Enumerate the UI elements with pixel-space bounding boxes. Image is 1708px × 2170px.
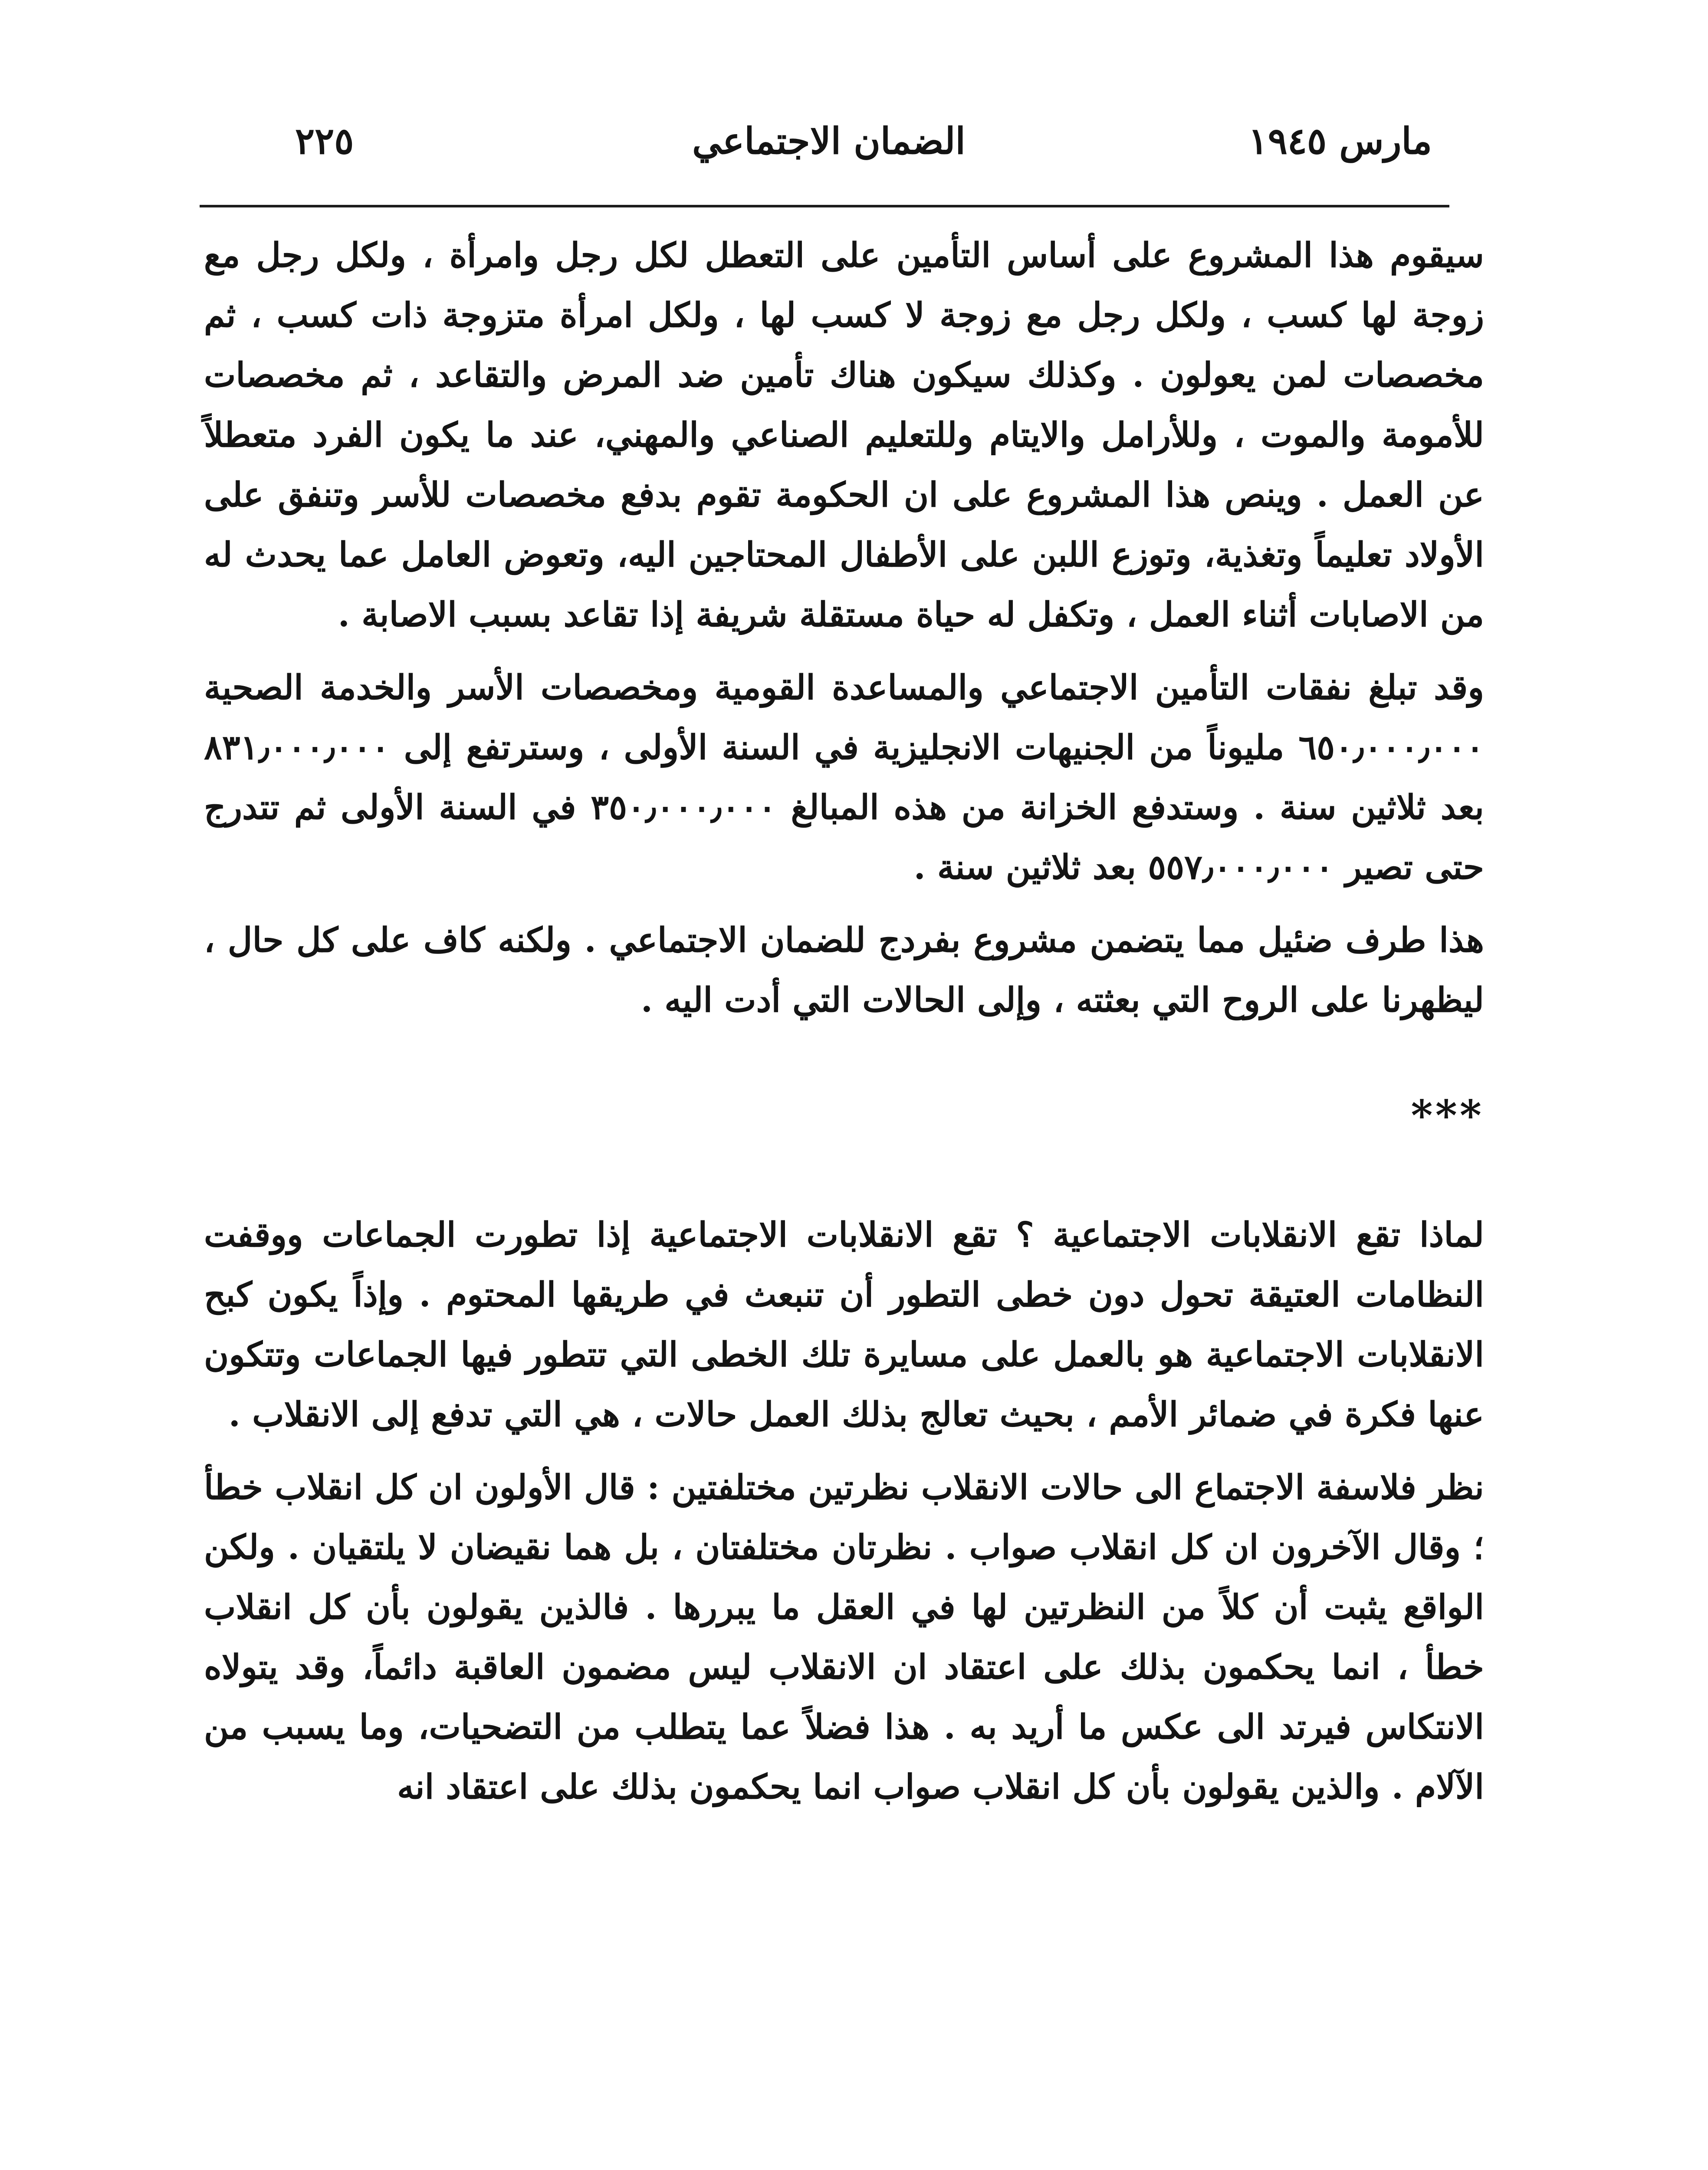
- paragraph-two-views: نظر فلاسفة الاجتماع الى حالات الانقلاب نظرتين مختلفتين : قال الأولون ان كل انقلاب خطأ ؛ وقال الآخرون ان كل انقلاب صواب . نظرتان مختلفتان ، بل هما نقيضان لا يلتقيان . ولكن الواقع يثبت أن كلاً من النظرتين لها في العقل ما يبررها . فالذين يقولون بأن كل انقلاب خطأ ، انما يحكمون بذلك على اعتقاد ان الانقلاب ليس مضمون العاقبة دائماً، وقد يتولاه الانتكاس فيرتد الى عكس ما أريد به . هذا فضلاً عما يتطلب من التضحيات، وما يسبب من الآلام . والذين يقولون بأن كل انقلاب صواب انما يحكمون بذلك على اعتقاد انه: [204, 1468, 1484, 1807]
- issue-date: مارس ١٩٤٥: [1248, 119, 1432, 162]
- paragraph-beveridge-plan: سيقوم هذا المشروع على أساس التأمين على التعطل لكل رجل وامرأة ، ولكل رجل مع زوجة لها كسب ، ولكل رجل مع زوجة لا كسب لها ، ولكل امرأة متزوجة ذات كسب ، ثم مخصصات لمن يعولون . وكذلك سيكون هناك تأمين ضد المرض والتقاعد ، ثم مخصصات للأمومة والموت ، وللأرامل والايتام وللتعليم الصناعي والمهني، عند ما يكون الفرد متعطلاً عن العمل . وينص هذا المشروع على ان الحكومة تقوم بدفع مخصصات للأسر وتنفق على الأولاد تعليماً وتغذية، وتوزع اللبن على الأطفال المحتاجين اليه، وتعوض العامل عما يحدث له من الاصابات أثناء العمل ، وتكفل له حياة مستقلة شريفة إذا تقاعد بسبب الاصابة .: [204, 236, 1484, 635]
- paragraph-costs: وقد تبلغ نفقات التأمين الاجتماعي والمساعدة القومية ومخصصات الأسر والخدمة الصحية ٦٥٠٫٠٠٠٫٠٠٠ مليوناً من الجنيهات الانجليزية في السنة الأولى ، وسترتفع إلى ٨٣١٫٠٠٠٫٠٠٠ بعد ثلاثين سنة . وستدفع الخزانة من هذه المبالغ ٣٥٠٫٠٠٠٫٠٠٠ في السنة الأولى ثم تتدرج حتى تصير ٥٥٧٫٠٠٠٫٠٠٠ بعد ثلاثين سنة .: [204, 668, 1484, 887]
- running-title: الضمان الاجتماعي: [692, 119, 966, 162]
- paragraph-summary: هذا طرف ضئيل مما يتضمن مشروع بفردج للضمان الاجتماعي . ولكنه كاف على كل حال ، ليظهرنا على الروح التي بعثته ، وإلى الحالات التي أدت اليه .: [204, 921, 1484, 1020]
- page-number: ٢٢٥: [295, 119, 354, 162]
- article-body: [204, 226, 1484, 1817]
- paragraph-revolutions: لماذا تقع الانقلابات الاجتماعية ؟ تقع الانقلابات الاجتماعية إذا تطورت الجماعات ووقفت النظامات العتيقة تحول دون خطى التطور أن تنبعث في طريقها المحتوم . وإذاً يكون كبح الانقلابات الاجتماعية هو بالعمل على مسايرة تلك الخطى التي تتطور فيها الجماعات وتتكون عنها فكرة في ضمائر الأمم ، بحيث تعالج بذلك العمل حالات ، هي التي تدفع إلى الانقلاب .: [204, 1215, 1484, 1434]
- header-rule: [200, 205, 1449, 207]
- running-header: [226, 111, 1432, 197]
- section-separator: ***: [1411, 1091, 1484, 1140]
